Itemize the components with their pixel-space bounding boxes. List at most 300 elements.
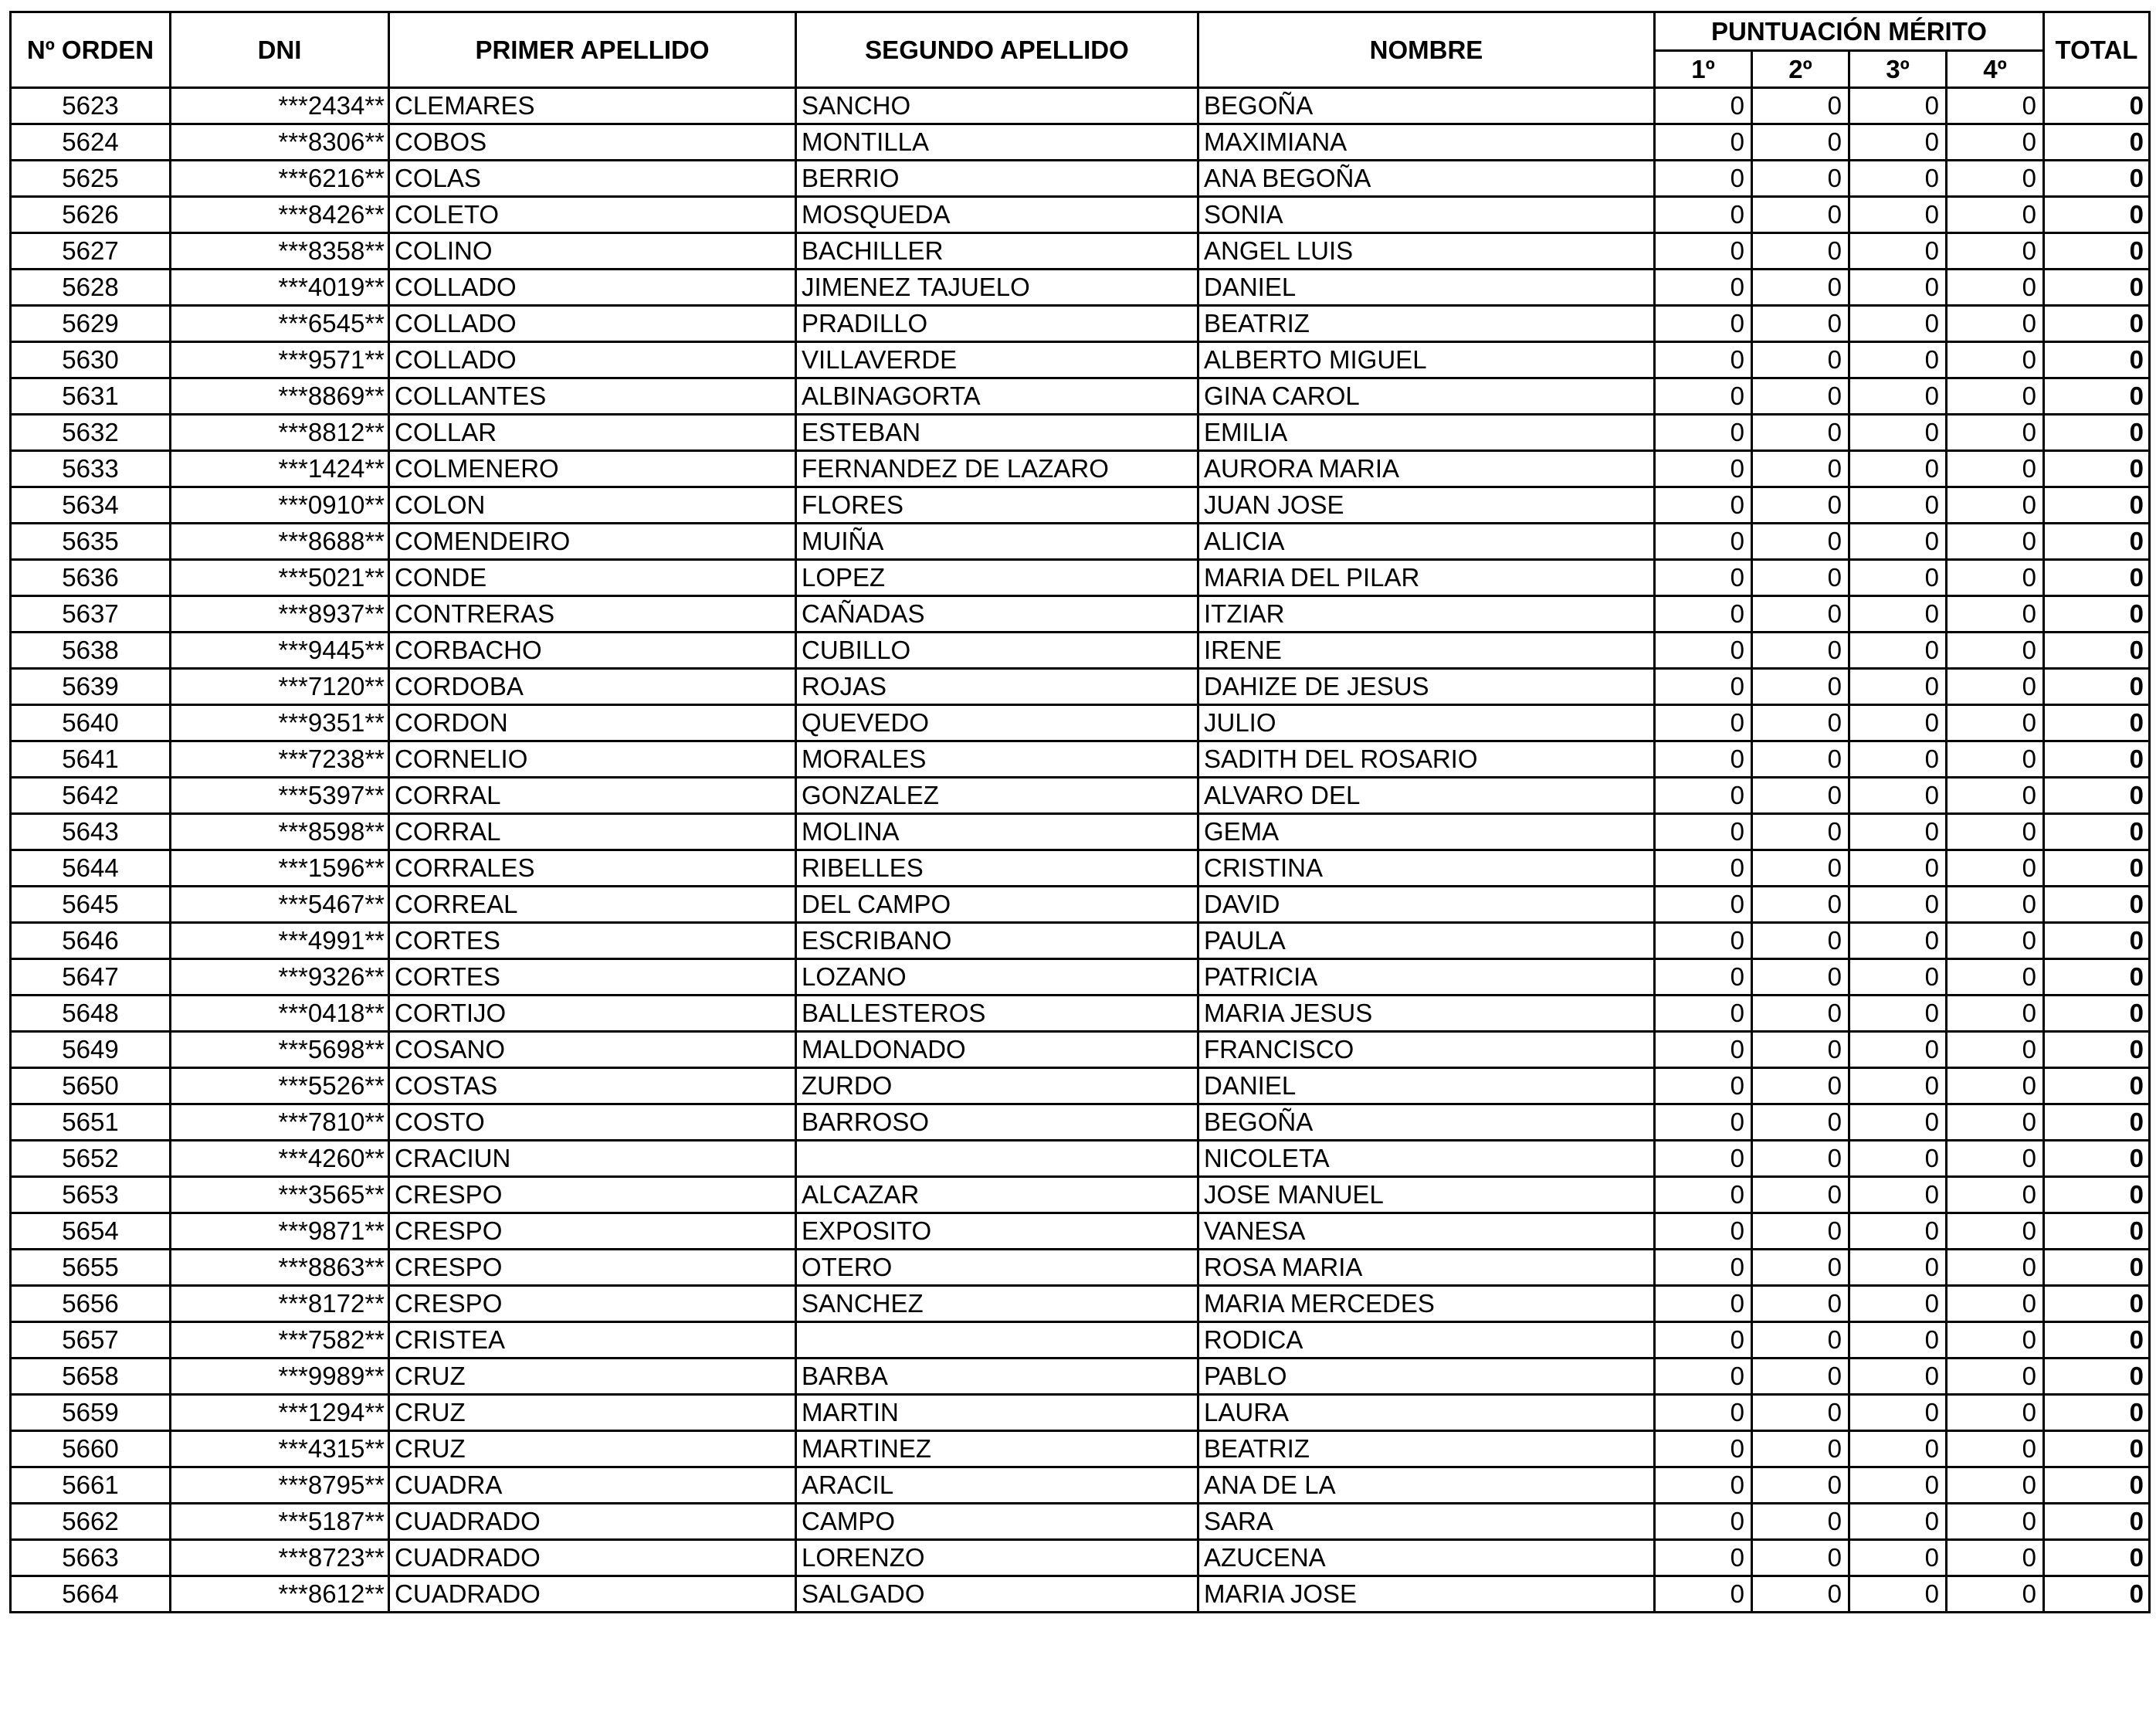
cell-p3: 0 xyxy=(1849,88,1947,124)
cell-p2: 0 xyxy=(1752,233,1849,270)
cell-nombre: JOSE MANUEL xyxy=(1198,1177,1655,1213)
table-row xyxy=(11,233,2150,270)
cell-dni: ***8358** xyxy=(171,233,389,270)
cell-p3: 0 xyxy=(1849,1359,1947,1395)
cell-p3: 0 xyxy=(1849,524,1947,560)
cell-dni: ***8812** xyxy=(171,415,389,451)
cell-primer-apellido: CRESPO xyxy=(389,1286,796,1322)
cell-orden: 5625 xyxy=(11,161,171,197)
table-row xyxy=(11,1213,2150,1250)
cell-p2: 0 xyxy=(1752,1032,1849,1068)
cell-primer-apellido: COSTAS xyxy=(389,1068,796,1104)
table-row xyxy=(11,778,2150,814)
cell-dni: ***3565** xyxy=(171,1177,389,1213)
cell-orden: 5637 xyxy=(11,596,171,633)
cell-p3: 0 xyxy=(1849,306,1947,342)
cell-p1: 0 xyxy=(1655,741,1752,778)
cell-p1: 0 xyxy=(1655,1068,1752,1104)
cell-segundo-apellido: RIBELLES xyxy=(796,850,1198,887)
cell-orden: 5648 xyxy=(11,996,171,1032)
cell-p3: 0 xyxy=(1849,1322,1947,1359)
cell-primer-apellido: CORDOBA xyxy=(389,669,796,705)
cell-p2: 0 xyxy=(1752,1540,1849,1576)
cell-total: 0 xyxy=(2044,996,2150,1032)
cell-dni: ***8863** xyxy=(171,1250,389,1286)
table-row xyxy=(11,669,2150,705)
cell-total: 0 xyxy=(2044,959,2150,996)
cell-p4: 0 xyxy=(1947,705,2044,741)
cell-p4: 0 xyxy=(1947,596,2044,633)
cell-segundo-apellido: DEL CAMPO xyxy=(796,887,1198,923)
table-row xyxy=(11,124,2150,161)
cell-p3: 0 xyxy=(1849,1213,1947,1250)
cell-p1: 0 xyxy=(1655,524,1752,560)
cell-dni: ***7120** xyxy=(171,669,389,705)
table-row xyxy=(11,524,2150,560)
table-row xyxy=(11,451,2150,487)
cell-p1: 0 xyxy=(1655,306,1752,342)
cell-nombre: EMILIA xyxy=(1198,415,1655,451)
cell-p4: 0 xyxy=(1947,1286,2044,1322)
cell-segundo-apellido: SANCHO xyxy=(796,88,1198,124)
cell-orden: 5638 xyxy=(11,633,171,669)
cell-p3: 0 xyxy=(1849,778,1947,814)
cell-p2: 0 xyxy=(1752,1286,1849,1322)
cell-orden: 5661 xyxy=(11,1467,171,1504)
cell-segundo-apellido: ZURDO xyxy=(796,1068,1198,1104)
cell-p1: 0 xyxy=(1655,1032,1752,1068)
header-total: TOTAL xyxy=(2044,12,2150,88)
cell-p3: 0 xyxy=(1849,124,1947,161)
cell-p3: 0 xyxy=(1849,451,1947,487)
cell-dni: ***6545** xyxy=(171,306,389,342)
cell-segundo-apellido: BACHILLER xyxy=(796,233,1198,270)
cell-p4: 0 xyxy=(1947,524,2044,560)
cell-p2: 0 xyxy=(1752,633,1849,669)
cell-p2: 0 xyxy=(1752,741,1849,778)
cell-p1: 0 xyxy=(1655,1177,1752,1213)
cell-nombre: ALVARO DEL xyxy=(1198,778,1655,814)
cell-p2: 0 xyxy=(1752,1359,1849,1395)
cell-p1: 0 xyxy=(1655,197,1752,233)
cell-p4: 0 xyxy=(1947,1322,2044,1359)
cell-p1: 0 xyxy=(1655,233,1752,270)
cell-p3: 0 xyxy=(1849,1286,1947,1322)
cell-orden: 5628 xyxy=(11,270,171,306)
cell-orden: 5629 xyxy=(11,306,171,342)
cell-p4: 0 xyxy=(1947,1141,2044,1177)
cell-p2: 0 xyxy=(1752,270,1849,306)
cell-segundo-apellido: SANCHEZ xyxy=(796,1286,1198,1322)
cell-dni: ***5021** xyxy=(171,560,389,596)
cell-p4: 0 xyxy=(1947,1576,2044,1613)
cell-nombre: ANA BEGOÑA xyxy=(1198,161,1655,197)
header-primer-apellido: PRIMER APELLIDO xyxy=(389,12,796,88)
cell-primer-apellido: COLAS xyxy=(389,161,796,197)
cell-p2: 0 xyxy=(1752,1141,1849,1177)
cell-nombre: DAVID xyxy=(1198,887,1655,923)
cell-total: 0 xyxy=(2044,161,2150,197)
cell-nombre: PATRICIA xyxy=(1198,959,1655,996)
table-row xyxy=(11,1141,2150,1177)
cell-nombre: SONIA xyxy=(1198,197,1655,233)
cell-p2: 0 xyxy=(1752,197,1849,233)
cell-p1: 0 xyxy=(1655,487,1752,524)
cell-orden: 5635 xyxy=(11,524,171,560)
cell-nombre: ITZIAR xyxy=(1198,596,1655,633)
cell-primer-apellido: COBOS xyxy=(389,124,796,161)
cell-p4: 0 xyxy=(1947,959,2044,996)
cell-p2: 0 xyxy=(1752,415,1849,451)
cell-p3: 0 xyxy=(1849,1395,1947,1431)
cell-nombre: MARIA JESUS xyxy=(1198,996,1655,1032)
cell-segundo-apellido: SALGADO xyxy=(796,1576,1198,1613)
header-orden: Nº ORDEN xyxy=(11,12,171,88)
cell-total: 0 xyxy=(2044,1213,2150,1250)
cell-p4: 0 xyxy=(1947,342,2044,378)
cell-orden: 5636 xyxy=(11,560,171,596)
cell-p2: 0 xyxy=(1752,1322,1849,1359)
cell-primer-apellido: CORRAL xyxy=(389,778,796,814)
cell-primer-apellido: COLLADO xyxy=(389,342,796,378)
cell-p2: 0 xyxy=(1752,887,1849,923)
cell-p1: 0 xyxy=(1655,814,1752,850)
cell-dni: ***1294** xyxy=(171,1395,389,1431)
cell-dni: ***0910** xyxy=(171,487,389,524)
cell-nombre: BEGOÑA xyxy=(1198,88,1655,124)
cell-segundo-apellido: ROJAS xyxy=(796,669,1198,705)
cell-total: 0 xyxy=(2044,1068,2150,1104)
cell-total: 0 xyxy=(2044,596,2150,633)
cell-primer-apellido: CLEMARES xyxy=(389,88,796,124)
cell-total: 0 xyxy=(2044,270,2150,306)
cell-total: 0 xyxy=(2044,814,2150,850)
cell-primer-apellido: CRUZ xyxy=(389,1431,796,1467)
cell-segundo-apellido: MONTILLA xyxy=(796,124,1198,161)
table-row xyxy=(11,850,2150,887)
cell-p3: 0 xyxy=(1849,1504,1947,1540)
cell-primer-apellido: CRESPO xyxy=(389,1213,796,1250)
cell-segundo-apellido: EXPOSITO xyxy=(796,1213,1198,1250)
cell-p2: 0 xyxy=(1752,1213,1849,1250)
cell-primer-apellido: CRUZ xyxy=(389,1395,796,1431)
cell-segundo-apellido: ESCRIBANO xyxy=(796,923,1198,959)
cell-p3: 0 xyxy=(1849,887,1947,923)
cell-p4: 0 xyxy=(1947,1395,2044,1431)
cell-dni: ***8723** xyxy=(171,1540,389,1576)
cell-total: 0 xyxy=(2044,669,2150,705)
cell-p2: 0 xyxy=(1752,923,1849,959)
cell-total: 0 xyxy=(2044,705,2150,741)
cell-p4: 0 xyxy=(1947,451,2044,487)
table-row xyxy=(11,88,2150,124)
cell-total: 0 xyxy=(2044,560,2150,596)
table-row xyxy=(11,1322,2150,1359)
cell-orden: 5655 xyxy=(11,1250,171,1286)
table-row xyxy=(11,197,2150,233)
cell-p1: 0 xyxy=(1655,1576,1752,1613)
cell-p2: 0 xyxy=(1752,996,1849,1032)
cell-p3: 0 xyxy=(1849,1068,1947,1104)
cell-total: 0 xyxy=(2044,1286,2150,1322)
cell-total: 0 xyxy=(2044,1177,2150,1213)
cell-p1: 0 xyxy=(1655,887,1752,923)
cell-nombre: NICOLETA xyxy=(1198,1141,1655,1177)
cell-primer-apellido: CONTRERAS xyxy=(389,596,796,633)
cell-orden: 5663 xyxy=(11,1540,171,1576)
cell-p1: 0 xyxy=(1655,1104,1752,1141)
cell-orden: 5659 xyxy=(11,1395,171,1431)
cell-total: 0 xyxy=(2044,524,2150,560)
cell-segundo-apellido: MOSQUEDA xyxy=(796,197,1198,233)
cell-p2: 0 xyxy=(1752,451,1849,487)
cell-primer-apellido: CRACIUN xyxy=(389,1141,796,1177)
cell-dni: ***9871** xyxy=(171,1213,389,1250)
cell-p3: 0 xyxy=(1849,342,1947,378)
table-row xyxy=(11,1250,2150,1286)
cell-total: 0 xyxy=(2044,741,2150,778)
cell-nombre: DANIEL xyxy=(1198,270,1655,306)
cell-p2: 0 xyxy=(1752,124,1849,161)
cell-dni: ***5397** xyxy=(171,778,389,814)
cell-p3: 0 xyxy=(1849,197,1947,233)
cell-p4: 0 xyxy=(1947,1177,2044,1213)
cell-nombre: PABLO xyxy=(1198,1359,1655,1395)
cell-p1: 0 xyxy=(1655,596,1752,633)
cell-primer-apellido: CUADRADO xyxy=(389,1576,796,1613)
cell-dni: ***4991** xyxy=(171,923,389,959)
cell-segundo-apellido xyxy=(796,1322,1198,1359)
cell-total: 0 xyxy=(2044,451,2150,487)
table-row xyxy=(11,161,2150,197)
cell-total: 0 xyxy=(2044,1395,2150,1431)
cell-primer-apellido: COLLANTES xyxy=(389,378,796,415)
cell-p3: 0 xyxy=(1849,233,1947,270)
cell-segundo-apellido: FERNANDEZ DE LAZARO xyxy=(796,451,1198,487)
cell-p4: 0 xyxy=(1947,1540,2044,1576)
cell-p1: 0 xyxy=(1655,850,1752,887)
cell-p3: 0 xyxy=(1849,487,1947,524)
cell-p2: 0 xyxy=(1752,705,1849,741)
cell-p1: 0 xyxy=(1655,88,1752,124)
cell-segundo-apellido: FLORES xyxy=(796,487,1198,524)
cell-p3: 0 xyxy=(1849,1250,1947,1286)
cell-segundo-apellido: CAÑADAS xyxy=(796,596,1198,633)
cell-segundo-apellido: CUBILLO xyxy=(796,633,1198,669)
cell-p3: 0 xyxy=(1849,1467,1947,1504)
cell-dni: ***5467** xyxy=(171,887,389,923)
cell-primer-apellido: COLMENERO xyxy=(389,451,796,487)
cell-nombre: ANA DE LA xyxy=(1198,1467,1655,1504)
cell-p2: 0 xyxy=(1752,342,1849,378)
cell-p1: 0 xyxy=(1655,124,1752,161)
cell-dni: ***9571** xyxy=(171,342,389,378)
cell-primer-apellido: CRESPO xyxy=(389,1177,796,1213)
header-nombre: NOMBRE xyxy=(1198,12,1655,88)
cell-p1: 0 xyxy=(1655,1467,1752,1504)
cell-nombre: MARIA JOSE xyxy=(1198,1576,1655,1613)
cell-p3: 0 xyxy=(1849,1576,1947,1613)
cell-nombre: DAHIZE DE JESUS xyxy=(1198,669,1655,705)
cell-dni: ***4315** xyxy=(171,1431,389,1467)
cell-segundo-apellido: MOLINA xyxy=(796,814,1198,850)
cell-p1: 0 xyxy=(1655,705,1752,741)
cell-p4: 0 xyxy=(1947,996,2044,1032)
cell-orden: 5646 xyxy=(11,923,171,959)
cell-nombre: ALBERTO MIGUEL xyxy=(1198,342,1655,378)
cell-p3: 0 xyxy=(1849,741,1947,778)
cell-total: 0 xyxy=(2044,1322,2150,1359)
table-row xyxy=(11,1286,2150,1322)
cell-primer-apellido: COLETO xyxy=(389,197,796,233)
cell-p2: 0 xyxy=(1752,1431,1849,1467)
cell-segundo-apellido: LORENZO xyxy=(796,1540,1198,1576)
cell-dni: ***8937** xyxy=(171,596,389,633)
cell-p1: 0 xyxy=(1655,1141,1752,1177)
cell-p2: 0 xyxy=(1752,814,1849,850)
cell-p4: 0 xyxy=(1947,923,2044,959)
cell-primer-apellido: CUADRA xyxy=(389,1467,796,1504)
cell-orden: 5642 xyxy=(11,778,171,814)
cell-p4: 0 xyxy=(1947,1104,2044,1141)
table-row xyxy=(11,1177,2150,1213)
cell-segundo-apellido: BALLESTEROS xyxy=(796,996,1198,1032)
header-row xyxy=(11,12,2150,51)
cell-p4: 0 xyxy=(1947,378,2044,415)
cell-p4: 0 xyxy=(1947,270,2044,306)
cell-segundo-apellido xyxy=(796,1141,1198,1177)
cell-p2: 0 xyxy=(1752,1104,1849,1141)
cell-p4: 0 xyxy=(1947,124,2044,161)
cell-p1: 0 xyxy=(1655,560,1752,596)
cell-p3: 0 xyxy=(1849,923,1947,959)
table-row xyxy=(11,415,2150,451)
cell-p4: 0 xyxy=(1947,850,2044,887)
cell-nombre: PAULA xyxy=(1198,923,1655,959)
table-row xyxy=(11,633,2150,669)
cell-dni: ***6216** xyxy=(171,161,389,197)
cell-p3: 0 xyxy=(1849,1431,1947,1467)
cell-orden: 5658 xyxy=(11,1359,171,1395)
cell-primer-apellido: COLLADO xyxy=(389,270,796,306)
cell-p2: 0 xyxy=(1752,378,1849,415)
cell-p4: 0 xyxy=(1947,1431,2044,1467)
cell-p2: 0 xyxy=(1752,1504,1849,1540)
cell-total: 0 xyxy=(2044,633,2150,669)
cell-orden: 5630 xyxy=(11,342,171,378)
cell-total: 0 xyxy=(2044,487,2150,524)
cell-dni: ***0418** xyxy=(171,996,389,1032)
cell-nombre: JUAN JOSE xyxy=(1198,487,1655,524)
cell-p2: 0 xyxy=(1752,778,1849,814)
cell-segundo-apellido: ALBINAGORTA xyxy=(796,378,1198,415)
table-body xyxy=(11,88,2150,1613)
table-row xyxy=(11,270,2150,306)
cell-p2: 0 xyxy=(1752,487,1849,524)
cell-orden: 5653 xyxy=(11,1177,171,1213)
cell-p3: 0 xyxy=(1849,1141,1947,1177)
cell-dni: ***5526** xyxy=(171,1068,389,1104)
cell-orden: 5662 xyxy=(11,1504,171,1540)
cell-segundo-apellido: ALCAZAR xyxy=(796,1177,1198,1213)
cell-primer-apellido: CONDE xyxy=(389,560,796,596)
cell-dni: ***9445** xyxy=(171,633,389,669)
header-p3: 3º xyxy=(1849,51,1947,88)
cell-segundo-apellido: MARTINEZ xyxy=(796,1431,1198,1467)
cell-nombre: SARA xyxy=(1198,1504,1655,1540)
cell-nombre: FRANCISCO xyxy=(1198,1032,1655,1068)
cell-p1: 0 xyxy=(1655,1395,1752,1431)
cell-p4: 0 xyxy=(1947,814,2044,850)
cell-dni: ***7238** xyxy=(171,741,389,778)
cell-p1: 0 xyxy=(1655,1431,1752,1467)
cell-p2: 0 xyxy=(1752,1576,1849,1613)
cell-segundo-apellido: QUEVEDO xyxy=(796,705,1198,741)
table-row xyxy=(11,887,2150,923)
cell-p4: 0 xyxy=(1947,633,2044,669)
cell-primer-apellido: CORDON xyxy=(389,705,796,741)
cell-nombre: LAURA xyxy=(1198,1395,1655,1431)
cell-total: 0 xyxy=(2044,1032,2150,1068)
cell-p4: 0 xyxy=(1947,1359,2044,1395)
cell-p1: 0 xyxy=(1655,959,1752,996)
table-row xyxy=(11,306,2150,342)
cell-p2: 0 xyxy=(1752,1177,1849,1213)
cell-p1: 0 xyxy=(1655,1213,1752,1250)
table-row xyxy=(11,1032,2150,1068)
cell-dni: ***5187** xyxy=(171,1504,389,1540)
table-row xyxy=(11,487,2150,524)
cell-p4: 0 xyxy=(1947,233,2044,270)
cell-total: 0 xyxy=(2044,1504,2150,1540)
cell-total: 0 xyxy=(2044,1576,2150,1613)
cell-primer-apellido: CORRALES xyxy=(389,850,796,887)
cell-nombre: ANGEL LUIS xyxy=(1198,233,1655,270)
cell-p4: 0 xyxy=(1947,778,2044,814)
cell-orden: 5640 xyxy=(11,705,171,741)
cell-orden: 5652 xyxy=(11,1141,171,1177)
cell-p4: 0 xyxy=(1947,1250,2044,1286)
cell-total: 0 xyxy=(2044,1250,2150,1286)
cell-p4: 0 xyxy=(1947,487,2044,524)
cell-p2: 0 xyxy=(1752,1395,1849,1431)
cell-dni: ***7810** xyxy=(171,1104,389,1141)
cell-dni: ***9326** xyxy=(171,959,389,996)
cell-p2: 0 xyxy=(1752,596,1849,633)
cell-orden: 5639 xyxy=(11,669,171,705)
cell-primer-apellido: COLINO xyxy=(389,233,796,270)
table-row xyxy=(11,1068,2150,1104)
cell-orden: 5645 xyxy=(11,887,171,923)
cell-total: 0 xyxy=(2044,197,2150,233)
table-row xyxy=(11,996,2150,1032)
cell-p4: 0 xyxy=(1947,887,2044,923)
cell-p1: 0 xyxy=(1655,342,1752,378)
cell-primer-apellido: CORTIJO xyxy=(389,996,796,1032)
cell-primer-apellido: COLLAR xyxy=(389,415,796,451)
cell-nombre: MARIA MERCEDES xyxy=(1198,1286,1655,1322)
cell-orden: 5644 xyxy=(11,850,171,887)
cell-segundo-apellido: BARBA xyxy=(796,1359,1198,1395)
table-row xyxy=(11,560,2150,596)
cell-p1: 0 xyxy=(1655,669,1752,705)
cell-p4: 0 xyxy=(1947,415,2044,451)
cell-dni: ***1596** xyxy=(171,850,389,887)
cell-total: 0 xyxy=(2044,850,2150,887)
cell-p1: 0 xyxy=(1655,270,1752,306)
cell-p4: 0 xyxy=(1947,1504,2044,1540)
cell-dni: ***9351** xyxy=(171,705,389,741)
